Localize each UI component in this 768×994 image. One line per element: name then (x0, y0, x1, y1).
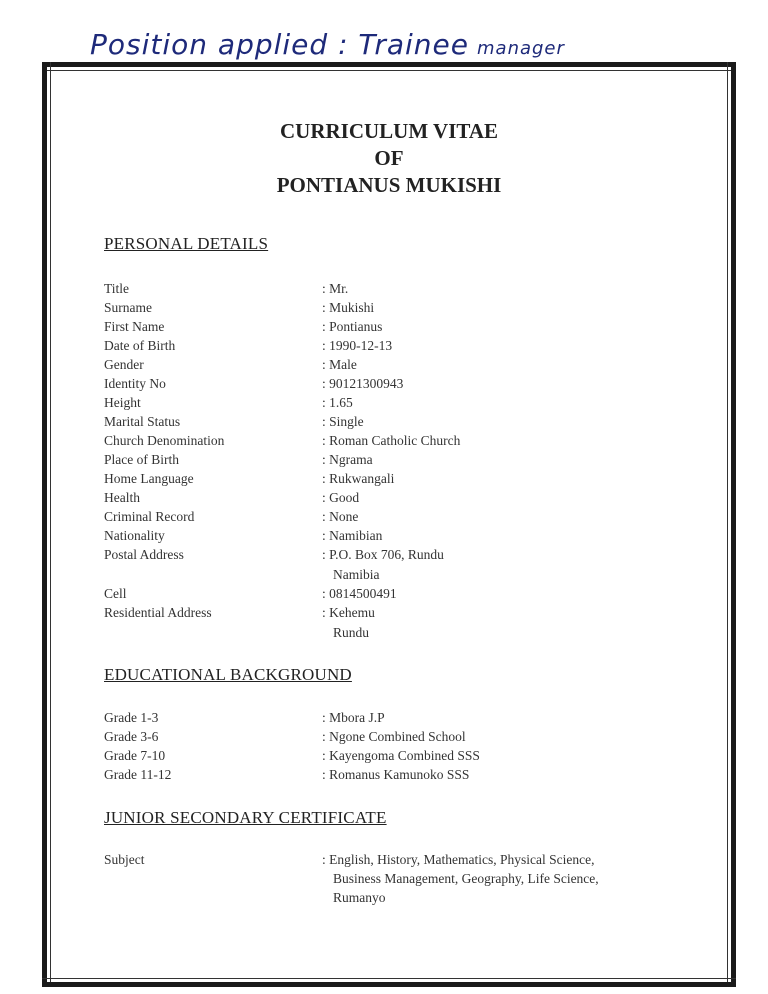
page-border-left-inner (50, 62, 51, 987)
page-border-right-inner (727, 62, 728, 987)
page-border-top (42, 62, 736, 67)
residential-label: Residential Address (104, 605, 212, 620)
page-border-bottom-inner (42, 978, 736, 979)
grade-label: Grade 11-12 (104, 767, 172, 782)
detail-label: Identity No (104, 376, 166, 391)
detail-label: Date of Birth (104, 338, 176, 353)
school-value: : Ngone Combined School (322, 729, 466, 744)
cv-title-line1: CURRICULUM VITAE (280, 119, 498, 143)
grade-label: Grade 7-10 (104, 748, 166, 763)
detail-value: : None (322, 509, 359, 524)
cv-title (0, 118, 768, 199)
handwritten-position-applied (90, 28, 565, 61)
detail-value: : 1.65 (322, 395, 353, 410)
residential-value: : Kehemu (322, 605, 375, 620)
detail-value: : Ngrama (322, 452, 373, 467)
school-value: : Mbora J.P (322, 710, 385, 725)
page-border-bottom (42, 982, 736, 987)
detail-label: Height (104, 395, 141, 410)
page-border-right (731, 62, 736, 987)
detail-value: : Namibian (322, 528, 383, 543)
detail-value: : Single (322, 414, 364, 429)
detail-label: Gender (104, 357, 144, 372)
detail-label: Criminal Record (104, 509, 195, 524)
page-border-top-inner (42, 70, 736, 71)
detail-value: : P.O. Box 706, Rundu (322, 547, 444, 562)
cv-title-line3: PONTIANUS MUKISHI (276, 173, 502, 197)
school-value: : Kayengoma Combined SSS (322, 748, 480, 763)
detail-label: Surname (104, 300, 152, 315)
postal-address-line2: Namibia (333, 567, 380, 582)
detail-label: Place of Birth (104, 452, 179, 467)
handwritten-main: Position applied : Trainee (90, 28, 469, 61)
detail-value: : Male (322, 357, 357, 372)
detail-label: Marital Status (104, 414, 181, 429)
page-border-left (42, 62, 47, 987)
detail-label: First Name (104, 319, 165, 334)
detail-label: Nationality (104, 528, 165, 543)
grade-label: Grade 3-6 (104, 729, 159, 744)
subject-label: Subject (104, 852, 145, 867)
detail-label: Health (104, 490, 140, 505)
junior-secondary-heading: JUNIOR SECONDARY CERTIFICATE (104, 808, 387, 827)
detail-label: Church Denomination (104, 433, 225, 448)
detail-label: Postal Address (104, 547, 184, 562)
detail-value: : Mr. (322, 281, 349, 296)
detail-value: : Rukwangali (322, 471, 395, 486)
detail-value: : 1990-12-13 (322, 338, 393, 353)
educational-background-heading: EDUCATIONAL BACKGROUND (104, 665, 352, 684)
detail-value: : Roman Catholic Church (322, 433, 461, 448)
detail-label: Home Language (104, 471, 194, 486)
subject-line2: Business Management, Geography, Life Science, (333, 871, 599, 886)
subject-line1: : English, History, Mathematics, Physical Science, (322, 852, 595, 867)
detail-value: : Mukishi (322, 300, 375, 315)
detail-value: : Good (322, 490, 360, 505)
cv-title-line2: OF (374, 146, 404, 170)
subject-line3: Rumanyo (333, 890, 386, 905)
grade-label: Grade 1-3 (104, 710, 159, 725)
detail-value: : Pontianus (322, 319, 383, 334)
detail-value: : 90121300943 (322, 376, 404, 391)
cell-label: Cell (104, 586, 127, 601)
residential-line2: Rundu (333, 625, 370, 640)
cell-value: : 0814500491 (322, 586, 397, 601)
detail-label: Title (104, 281, 130, 296)
personal-details-heading: PERSONAL DETAILS (104, 234, 269, 253)
school-value: : Romanus Kamunoko SSS (322, 767, 470, 782)
handwritten-trailing: manager (477, 38, 565, 59)
